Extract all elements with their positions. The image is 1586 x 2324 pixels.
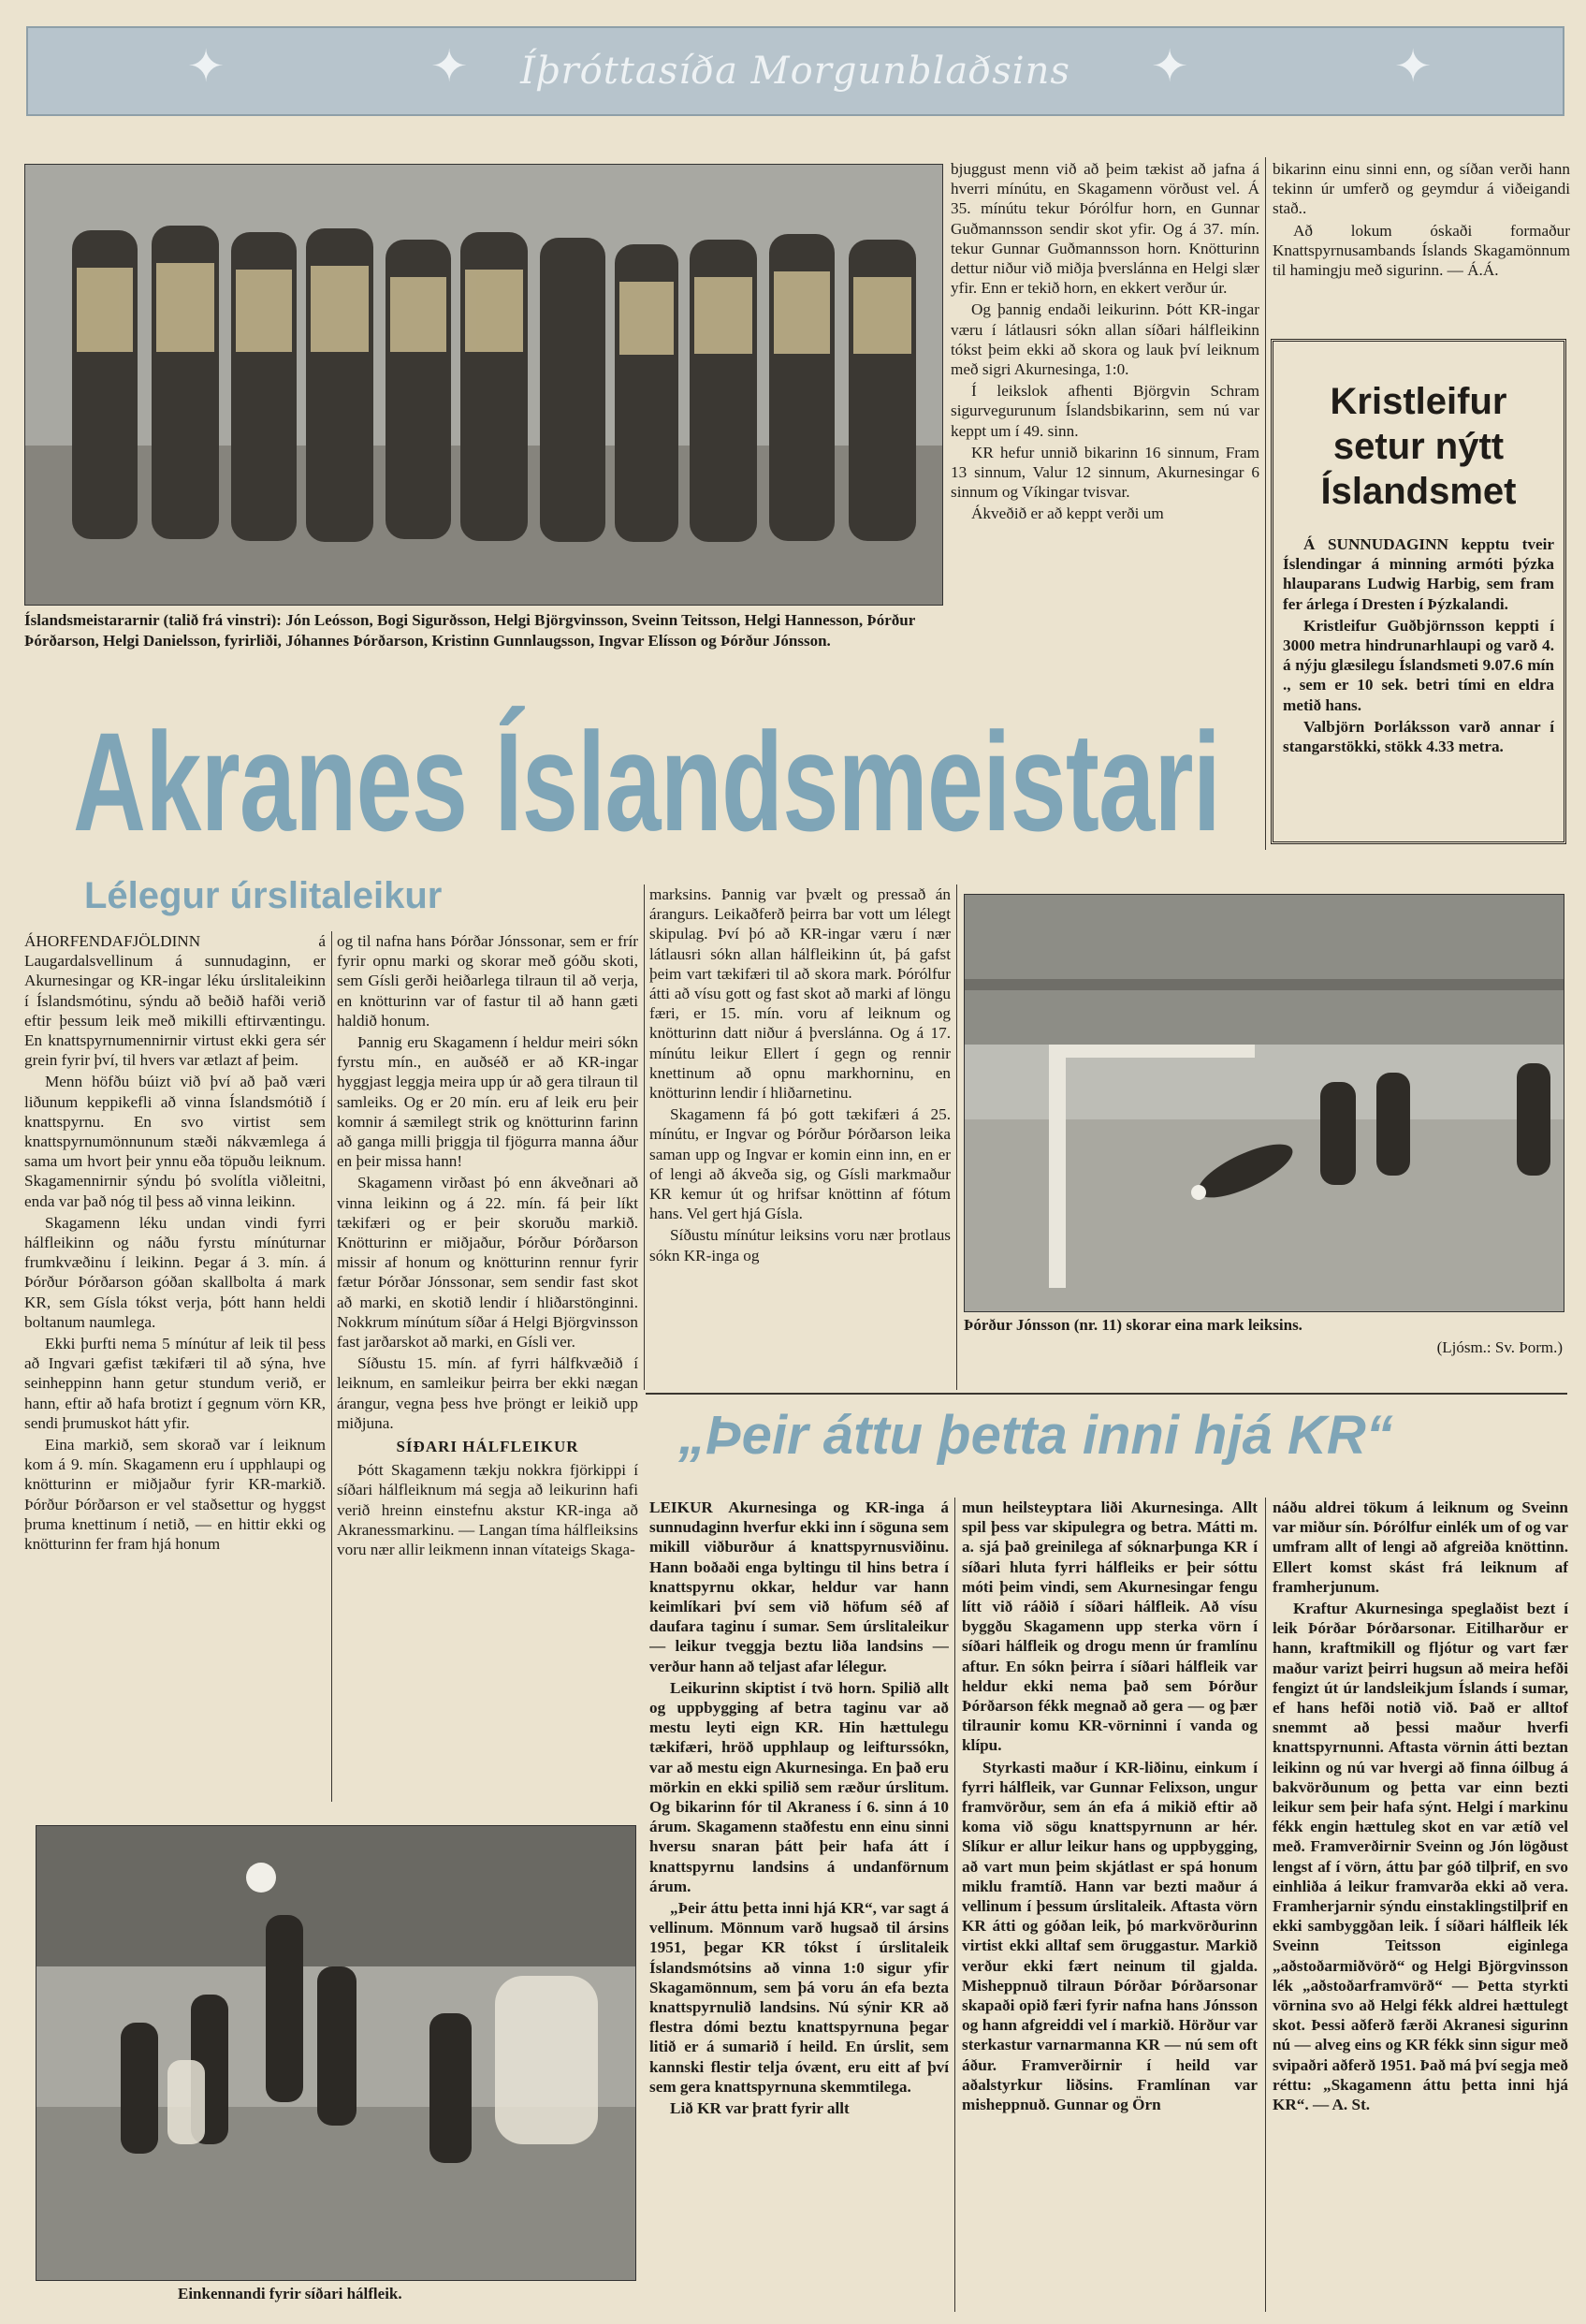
- paragraph: mun heilsteyptara liði Akurnesinga. Allt spil þess var skipulegra og betra. Mátti m. a. sjá það greinilega af sóknarþunga KR í síðari hluta fyrri hálfleiks er þeir sóttu móti þeim vindi, sem Akurnesingar fengu lítt við ráðið í síðari hálfleik. Að vísu byggðu Skagamenn upp sterka vörn í síðari hálfleik og drogu menn úr framlínu aftur. En sókn þeirra í síðari hálfleik var heldur ekki nema það sem Þórður Þórðarson fékk megnað að gera — og þær tilraunir komu KR-vörninni í vanda og klípu.: [962, 1498, 1258, 1755]
- paragraph: Ákveðið er að keppt verði um: [971, 504, 1164, 523]
- paragraph: Skagamenn virðast þó enn ákveðnari að vinna leikinn og á 22. mín. fá þeir líkt tækifæri og er þeir skoruðu markið. Knötturinn er miðjaður, Þórður Þórðarson missir af honum og knötturinn rennur fyrir fætur Þórðar Jónssonar, sem sendir fast skot að marki, en skotið lendir í hliðarstönginni. Nokkrum mínútum síðar á Helgi Björgvinsson fast jarðarskot að marki, en Gísli ver.: [337, 1174, 638, 1352]
- main-article-col-1: [24, 931, 326, 1802]
- team-photo-caption: Íslandsmeistararnir (talið frá vinstri): Jón Leósson, Bogi Sigurðsson, Helgi Björgvinsson, Sveinn Teitsson, Helgi Hannesson, Þórður Þórðarson, Helgi Danielsson, fyrirliði, Jóhannes Þórðarson, Kristinn Gunnlaugsson, Ingvar Elísson og Þórður Jónsson.: [24, 611, 915, 650]
- masthead-title: Íþróttasíða Morgunblaðsins: [520, 50, 1070, 93]
- headline-line: Kristleifur: [1330, 381, 1507, 422]
- team-photo-image: [25, 165, 942, 605]
- column-rule: [956, 884, 957, 1390]
- team-photo: [24, 164, 943, 606]
- main-headline: Akranes Íslandsmeistari: [73, 703, 1221, 860]
- paragraph: og til nafna hans Þórðar Jónssonar, sem er frír fyrir opnu marki og skorar með góðu skoti, sem Gísli gerði heiðarlega tilraun til að verja, en knötturinn var of fastur til að hann gæti haldið honum.: [337, 932, 638, 1030]
- paragraph: Og þannig endaði leikurinn. Þótt KR-ingar væru í látlausri sókn allan síðari hálfleikinn tókst þeim ekki að skora og lauk því leiknum með sigri Akurnesinga, 1:0.: [951, 300, 1259, 379]
- paragraph: KR hefur unnið bikarinn 16 sinnum, Fram 13 sinnum, Valur 12 sinnum, Akurnesingar 6 sinnum og Víkingar tvisvar.: [951, 443, 1259, 502]
- paragraph: Þannig eru Skagamenn í heldur meiri sókn fyrstu mín., en auðséð er að KR-ingar hyggjast leggja meira upp úr að gera tilraun til samleiks. Og er 20 mín. eru af leik eru þeir komnir á sæmilegt strik og knötturinn farinn að ganga milli þriggja til fjögurra manna áður en þeir missa hann!: [337, 1033, 638, 1171]
- paragraph: Að lokum óskaði formaður Knattspyrnusambands Íslands Skagamönnum til hamingju með sigurinn. — Á.Á.: [1273, 221, 1570, 280]
- main-subheadline: Lélegur úrslitaleikur: [84, 875, 443, 916]
- paragraph: Ekki þurfti nema 5 mínútur af leik til þess að Ingvari gæfist tækifæri til að sýna, hve seinheppinn hann getur stundum verið, er hann, eftir að hafa brotizt í gegnum vörn KR, sendi þrumuskot hátt yfir.: [24, 1335, 326, 1432]
- paragraph: Skagamenn fá þó gott tækifæri á 25. mínútu, er Ingvar og Þórður Þórðarson leika saman upp og Ingvar er komin einn inn, en er of lengi að ákveða sig, og Gísli markmaður KR kemur út og hrifsar knöttinn af fótum hans. Vel gert hjá Gísla.: [649, 1105, 951, 1223]
- paragraph: Þótt Skagamenn tækju nokkra fjörkippi í síðari hálfleiknum má segja að leikurinn hafi verið hreinn einstefnu akstur KR-inga að Akranessmarkinu. — Langan tíma hálfleiksins voru nær allir leikmenn innan vítateigs Skaga-: [337, 1461, 638, 1559]
- paragraph: „Þeir áttu þetta inni hjá KR“, var sagt á vellinum. Mönnum varð hugsað til ársins 1951, þegar KR tókst í úrslitaleik Íslandsmótsins að vinna 1:0 sigur yfir Skagamönnum, sem þá voru án efa bezta knattspyrnulið landsins. Nú sýnir KR að flestra dómi beztu knattspyrnuna þegar litið er á sumarið í heild. En úrslit, sem kannski flestir telja óvænt, eru eitt af því sem gera knattspyrnuna skemmtilega.: [649, 1899, 949, 2096]
- paragraph: Í leikslok afhenti Björgvin Schram sigurvegurunum Íslandsbikarinn, sem nú var keppt um í 49. sinn.: [951, 382, 1259, 440]
- section-divider: [646, 1393, 1567, 1395]
- headline-line: Íslandsmet: [1320, 471, 1517, 512]
- second-half-image: [36, 1826, 635, 2280]
- paragraph: Leikurinn skiptist í tvö horn. Spilið allt og uppbygging af betra taginu var að mestu leyti eign KR. Hin hættulegu tækifæri, hröð upphlaup og leifturssókn, var að mestu eign Akurnesinga. En það eru mörkin en ekki spilið sem ræður úrslitum. Og bikarinn fór til Akraness í 6. sinn á 10 árum. Skagamenn staðfestu enn einu sinni hversu snaran þátt þeir hafa átt í knattspyrnu landsins á undanförnum árum.: [649, 1678, 949, 1895]
- paragraph: náðu aldrei tökum á leiknum og Sveinn var miður sín. Þórólfur einlék um of og var umfram allt of lengi að afgreiða knöttinn. Ellert komst skást frá leiknum af framherjunum.: [1273, 1498, 1568, 1596]
- paragraph: Lið KR var þratt fyrir allt: [670, 2099, 850, 2118]
- kristleifur-body: [1283, 534, 1554, 815]
- continued-article-column: [951, 159, 1259, 683]
- quote-headline: „Þeir áttu þetta inni hjá KR“: [678, 1405, 1393, 1466]
- column-rule: [1265, 157, 1266, 850]
- second-half-caption: Einkennandi fyrir síðari hálfleik.: [178, 2285, 402, 2302]
- section-heading: SÍÐARI HÁLFLEIKUR: [396, 1438, 579, 1456]
- paragraph: LEIKUR Akurnesinga og KR-inga á sunnudaginn hverfur ekki inn í söguna sem mikill viðburður á knattspyrnusviðinu. Hann boðaði enga byltingu til hins betra í knattspyrnu okkar, heldur var hann keimlíkari því sem við höfum séð af daufara taginu í sumar. Sem úrslitaleikur — leikur tveggja beztu liða landsins — verður hann að teljast afar lélegur.: [649, 1498, 949, 1675]
- paragraph: Menn höfðu búizt við því að það væri liðunum keppikefli að vinna Íslandsmótið í knattspyrnu. En svo virtist sem knattspyrnumönnunum stæði nákvæmlega á sama um hvort þeir ynnu eða töpuðu leiknum. Skagamennirnir sýndu þó svolítla viðleitni, enda var það nóg til þess að vinna leikinn.: [24, 1073, 326, 1210]
- goal-photo-caption: Þórður Jónsson (nr. 11) skorar eina mark leiksins.: [964, 1316, 1302, 1334]
- continued-article-end: [1273, 159, 1570, 328]
- paragraph: Valbjörn Þorláksson varð annar í stangarstökki, stökk 4.33 metra.: [1283, 717, 1554, 756]
- paragraph: bjuggust menn við að þeim tækist að jafna á hverri mínútu, en Skagamenn vörðust vel. Á 35. mínútu tekur Þórólfur horn, en Gunnar Guðmannsson sendir skot yfir. Og á 37. mín. tekur Gunnar Guðmannsson horn. Knötturinn dettur niður við miðja þverslánna en Helgi slær yfir. Enn er tekið horn, en ekkert verður úr.: [951, 160, 1259, 298]
- paragraph: bikarinn einu sinni enn, og síðan verði hann tekinn úr umferð og geymdur á viðeigandi stað..: [1273, 160, 1570, 218]
- star-icon: ✦: [1394, 42, 1433, 92]
- star-icon: ✦: [1151, 42, 1189, 92]
- goal-action-photo: [964, 894, 1564, 1312]
- column-rule: [331, 931, 332, 1802]
- column-rule: [954, 1498, 955, 2312]
- photo-credit: (Ljósm.: Sv. Þorm.): [1436, 1338, 1563, 1356]
- paragraph: Eina markið, sem skorað var í leiknum kom á 9. mín. Skagamenn eru í upphlaupi og knötturinn er miðjaður fyrir KR-markið. Þórður Þórðarson er vel staðsettur og hyggst þruma knettinum í netið, — en hittir ekki og knötturinn fer fram hjá honum: [24, 1436, 326, 1554]
- kristleifur-box: [1271, 339, 1566, 844]
- paragraph: Kraftur Akurnesinga speglaðist bezt í leik Þórðar Þórðarsonar. Eitilharður er hann, kraftmikill og fljótur og vart fær maður varizt þeirri hugsun að meira hefði fengizt út úr landsleikjum Íslands í sumar, ef hans hefði notið við. Það er alltof snemmt að þessi maður hverfi knattspyrnunni. Aftasta vörnin átti beztan leikinn og nú var hvergi að finna óilbug á bakvörðunum og þetta var einn bezti leikur sem þeir hafa sýnt. Helgi í markinu fékk engin hættuleg skot en var ætíð vel með. Framverðirnir Sveinn og Jón lögðust lengst af í vörn, áttu þar góð tilþrif, en svo einhliða á leikur framvarða ekki að vera. Framherjarnir sýndu einstaklingstilþrif en ekki sambyggðan leik. Í síðari hálfleik lék Sveinn Teitsson eiginlega „aðstoðarmiðvörð“ og Helgi Björgvinsson lék „aðstoðarframvörð“ — Þetta styrkti vörnina svo að Helgi fékk aldrei hættulegt skot. Þessi aðferð færði Akranesi sigurinn nú — alveg eins og KR fékk sinn sigur með svipaðri aðferð 1951. Það má því segja með réttu: „Skagamenn áttu þetta inni hjá KR“. — A. St.: [1273, 1600, 1568, 2114]
- paragraph: Síðustu 15. mín. af fyrri hálfkvæðið í leiknum, en samleikur þeirra ber ekki nægan árangur, vegna þess hve þröngt er leikið upp miðjuna.: [337, 1354, 638, 1432]
- paragraph: Skagamenn léku undan vindi fyrri hálfleikinn og náðu fyrstu mínúturnar frumkvæðinu í leikinn. Þegar á 3. mín. á Þórður Þórðarson góðan skallbolta á mark KR, sem Gísla tókst verja, þótt hann heldi boltanum naumlega.: [24, 1213, 326, 1331]
- quote-article-col-2: [962, 1498, 1258, 2312]
- star-icon: ✦: [430, 42, 469, 92]
- paragraph: Kristleifur Guðbjörnsson keppti í 3000 metra hindrunarhlaupi og varð 4. á nýju glæsilegu Íslandsmeti 9.07.6 mín ., sem er 10 sek. betri tími en eldra metið hans.: [1283, 616, 1554, 714]
- star-icon: ✦: [187, 42, 226, 92]
- column-rule: [1265, 1498, 1266, 2312]
- headline-line: setur nýtt: [1332, 426, 1505, 467]
- paragraph: ÁHORFENDAFJÖLDINN á Laugardalsvellinum á sunnudaginn, er Akurnesingar og KR-ingar léku úrslitaleikinn í Íslandsmótinu, sýndu að beðið hafði verið eftir þessum leik með mikilli eftirvæntingu. En knattspyrnumennirnir virtust ekki gera sér grein fyrir því, til hvers var ætlazt af þeim.: [24, 932, 326, 1070]
- main-article-col-2: [337, 931, 638, 1802]
- quote-article-col-3: [1273, 1498, 1568, 2312]
- paragraph: Styrkasti maður í KR-liðinu, einkum í fyrri hálfleik, var Gunnar Felixson, ungur framvörður, sem án efa á mikið eftir að koma við sögu knattspyrnunn ar hér. Slíkur er allur leikur hans og uppbygging, að vart mun þeim skjátlast er spá honum miklu framtíð. Hann var bezti maður á vellinum í þessum úrslitaleik. Aftasta vörn KR átti og góðan leik, þó markvörðurinn virtist ekki alltaf sem öruggastur. Markið verður ekki fært neinum til gjalda. Misheppnuð tilraun Þórðar Þórðarsonar skapaði opið færi fyrir nafna hans Jónsson og hann afgreiddi vel í markið. Hörður var sterkastur varnarmanna KR — nú sem oft áður. Framverðirnir í heild var aðalstyrkur liðsins. Framlínan var misheppnuð. Gunnar og Örn: [962, 1758, 1258, 2114]
- column-rule: [644, 884, 645, 1390]
- main-article-col-3: [649, 884, 951, 1390]
- second-half-photo: [36, 1825, 636, 2281]
- masthead-banner: [26, 26, 1564, 116]
- paragraph: Á SUNNUDAGINN kepptu tveir Íslendingar á minning armóti þýzka hlauparans Ludwig Harbig, sem fram fer árlega í Dresten í Þýzkalandi.: [1283, 535, 1554, 613]
- paragraph: Síðustu mínútur leiksins voru nær þrotlaus sókn KR-inga og: [649, 1226, 951, 1264]
- kristleifur-headline: [1283, 379, 1554, 514]
- quote-article-col-1: [649, 1498, 949, 2312]
- goal-action-image: [965, 895, 1564, 1311]
- paragraph: marksins. Þannig var þvælt og pressað án árangurs. Leikaðferð þeirra bar vott um lélegt skipulag. Því þó að KR-ingar væru í nær látlausri sókn allan hálfleikinn út, þá gafst þeim vart tækifæri til að skora mark. Þórólfur átti að vísu gott og fast skot að marki af löngu færi, er 15. mín. voru af leiknum og knötturinn datt niður á þverslánna. Og á 17. mínútu leikur Ellert í gegn og rennir knettinum að opnu markhorninu, en knötturinn lendir í hliðarnetinu.: [649, 885, 951, 1103]
